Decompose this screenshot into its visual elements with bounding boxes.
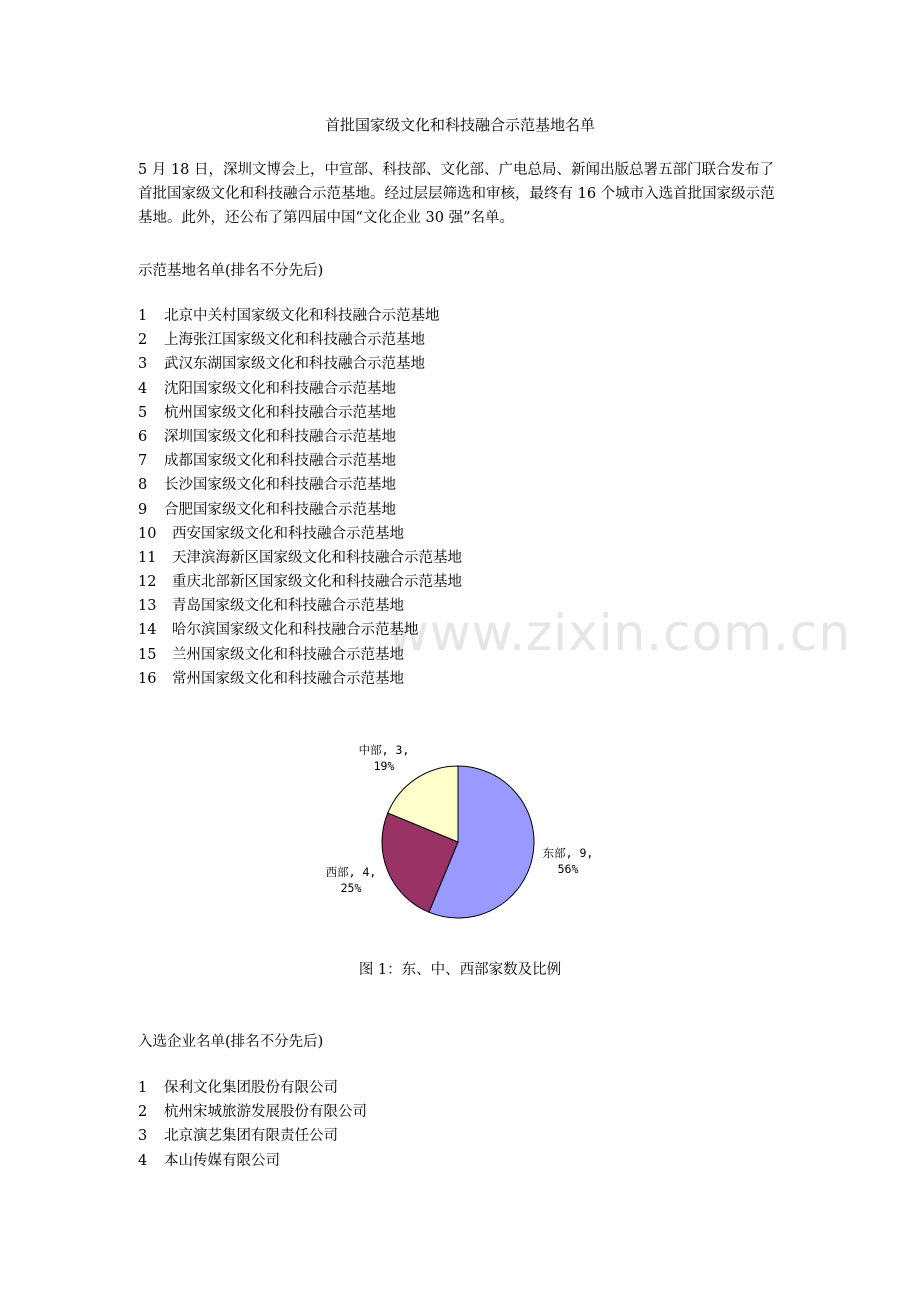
item-number: 1 — [138, 1080, 148, 1096]
item-name: 北京演艺集团有限责任公司 — [164, 1128, 338, 1145]
list-item — [138, 473, 462, 497]
item-name: 天津滨海新区国家级文化和科技融合示范基地 — [172, 549, 462, 566]
list-item — [138, 522, 462, 546]
list-item — [138, 1149, 367, 1173]
list-item — [138, 1076, 367, 1100]
list-item — [138, 546, 462, 570]
item-number: 14 — [138, 622, 157, 639]
slice-percent: 25% — [340, 881, 362, 895]
item-number: 10 — [138, 525, 157, 542]
list-item — [138, 498, 462, 522]
item-name: 北京中关村国家级文化和科技融合示范基地 — [164, 308, 440, 324]
item-number: 7 — [138, 453, 148, 470]
item-number: 2 — [138, 1104, 148, 1121]
item-number: 12 — [138, 574, 157, 591]
item-number: 15 — [138, 646, 157, 663]
bases-heading: 示范基地名单(排名不分先后) — [138, 263, 324, 279]
list-item — [138, 570, 462, 594]
item-number: 4 — [138, 380, 148, 397]
slice-label: 东部, 9, — [542, 846, 594, 860]
item-number: 11 — [138, 549, 157, 566]
list-item — [138, 594, 462, 618]
list-item — [138, 401, 462, 425]
item-number: 6 — [138, 428, 148, 445]
intro-paragraph — [138, 158, 786, 230]
item-name: 保利文化集团股份有限公司 — [164, 1080, 338, 1096]
list-item — [138, 304, 462, 328]
item-number: 3 — [138, 1128, 148, 1145]
item-name: 武汉东湖国家级文化和科技融合示范基地 — [164, 356, 425, 373]
list-item — [138, 1100, 367, 1124]
item-name: 重庆北部新区国家级文化和科技融合示范基地 — [172, 574, 462, 591]
watermark: www.zixin.com.cn — [388, 604, 852, 662]
item-name: 兰州国家级文化和科技融合示范基地 — [172, 646, 404, 663]
item-name: 成都国家级文化和科技融合示范基地 — [164, 453, 396, 470]
item-name: 合肥国家级文化和科技融合示范基地 — [164, 501, 396, 518]
figure-caption: 图 1：东、中、西部家数及比例 — [358, 962, 562, 978]
item-name: 本山传媒有限公司 — [164, 1152, 280, 1169]
list-item — [138, 377, 462, 401]
list-item — [138, 643, 462, 667]
slice-label: 中部, 3, — [358, 743, 410, 757]
list-item — [138, 352, 462, 376]
document-title: 首批国家级文化和科技融合示范基地名单 — [324, 116, 595, 134]
slice-label: 西部, 4, — [325, 865, 377, 879]
item-name: 西安国家级文化和科技融合示范基地 — [172, 525, 404, 542]
item-name: 哈尔滨国家级文化和科技融合示范基地 — [172, 622, 419, 639]
item-number: 8 — [138, 477, 148, 494]
companies-heading: 入选企业名单(排名不分先后) — [138, 1034, 324, 1050]
item-name: 长沙国家级文化和科技融合示范基地 — [164, 477, 396, 494]
list-item — [138, 449, 462, 473]
pie-chart — [310, 735, 620, 935]
list-item — [138, 618, 462, 642]
slice-percent: 56% — [557, 862, 579, 876]
item-number: 3 — [138, 356, 148, 373]
item-number: 16 — [138, 670, 157, 687]
item-number: 4 — [138, 1152, 148, 1169]
list-item — [138, 667, 462, 691]
item-name: 沈阳国家级文化和科技融合示范基地 — [164, 380, 396, 397]
list-item — [138, 425, 462, 449]
item-number: 9 — [138, 501, 148, 518]
intro-text: 5 月 18 日，深圳文博会上，中宣部、科技部、文化部、广电总局、新闻出版总署五部门联合发布了首批国家级文化和科技融合示范基地。经过层层筛选和审核，最终有 16 个城市入选首批国家级示范基地。此外，还公布了第四届中国“文化企业 30 强”名单。 — [138, 162, 775, 226]
companies-list — [138, 1076, 367, 1173]
list-item — [138, 1124, 367, 1148]
item-name: 常州国家级文化和科技融合示范基地 — [172, 670, 404, 687]
bases-list — [138, 304, 462, 691]
item-name: 杭州国家级文化和科技融合示范基地 — [164, 404, 396, 421]
item-number: 5 — [138, 404, 148, 421]
item-name: 杭州宋城旅游发展股份有限公司 — [164, 1104, 367, 1121]
item-number: 2 — [138, 332, 148, 349]
item-name: 深圳国家级文化和科技融合示范基地 — [164, 428, 396, 445]
item-name: 青岛国家级文化和科技融合示范基地 — [172, 598, 404, 615]
list-item — [138, 328, 462, 352]
item-name: 上海张江国家级文化和科技融合示范基地 — [164, 332, 425, 349]
item-number: 1 — [138, 308, 148, 324]
item-number: 13 — [138, 598, 157, 615]
slice-percent: 19% — [373, 759, 395, 773]
